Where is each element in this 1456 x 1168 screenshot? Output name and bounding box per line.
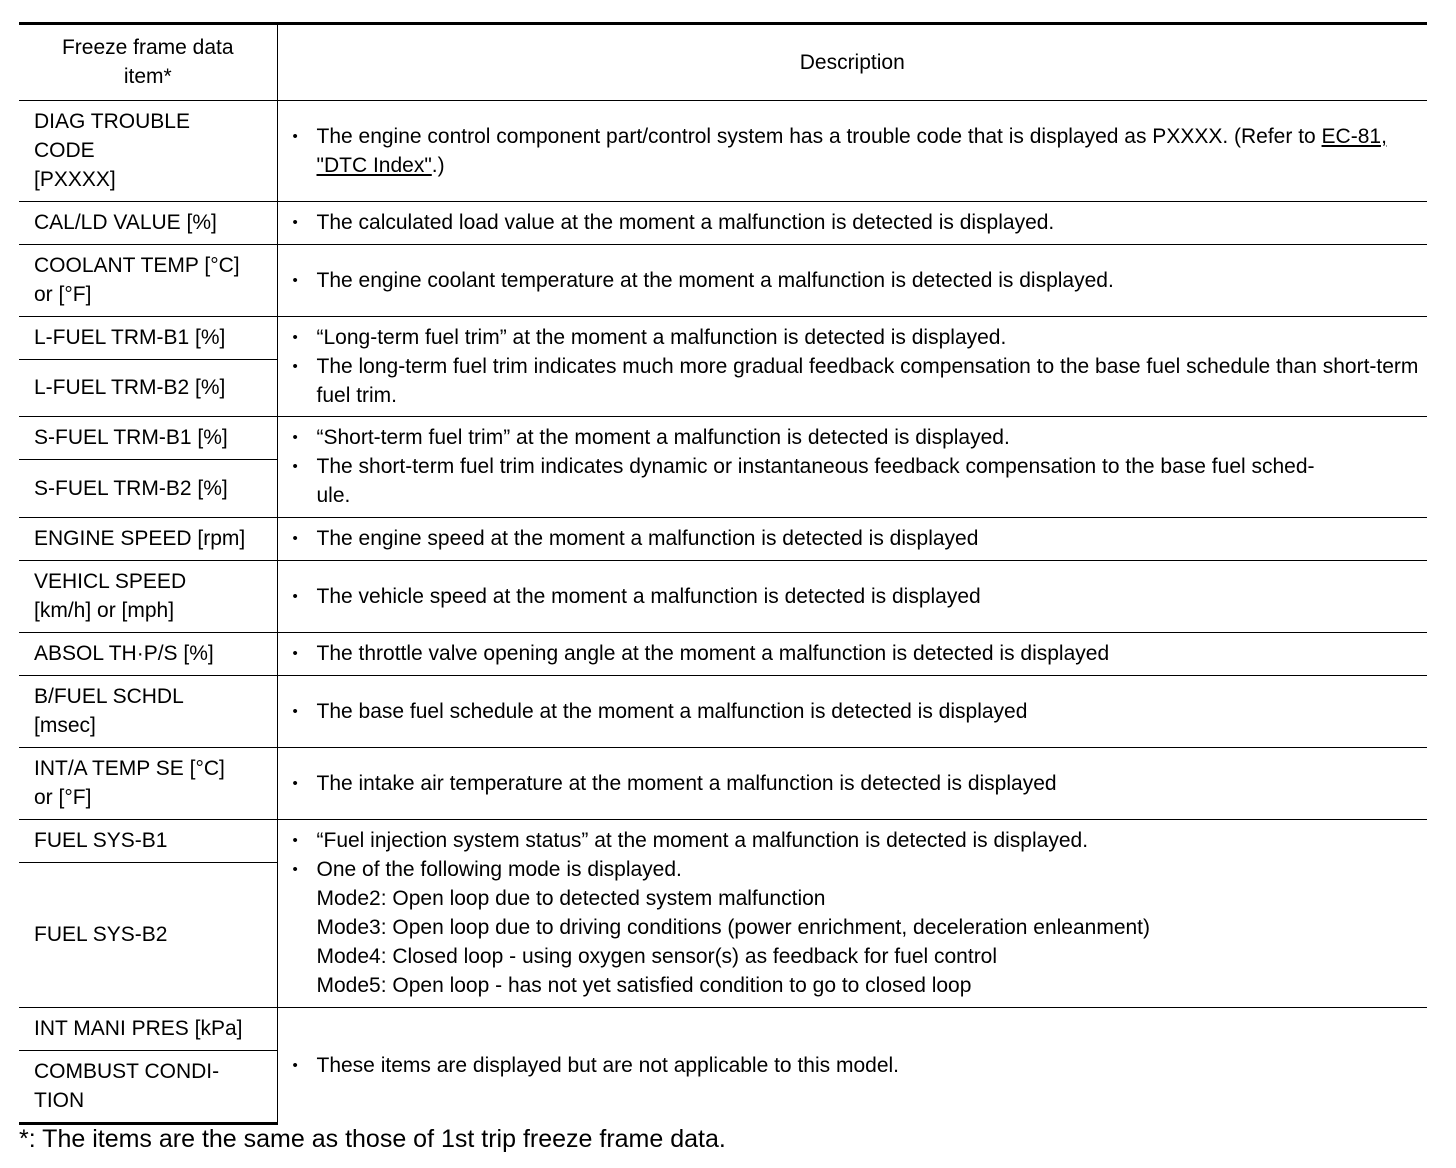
desc-diag-trouble-code: [277, 101, 1427, 202]
list-item: • The intake air temperature at the moment a malfunction is detected is displayed: [292, 769, 1420, 798]
table-row: [19, 748, 1427, 820]
item-b-fuel-schdl: B/FUEL SCHDL [msec]: [19, 676, 277, 748]
table-row: [19, 417, 1427, 460]
item-s-fuel-trm-b1: S-FUEL TRM-B1 [%]: [19, 417, 277, 460]
desc-fuel-sys: [277, 820, 1427, 1008]
item-l-fuel-trm-b1: L-FUEL TRM-B1 [%]: [19, 317, 277, 360]
item-vehicle-speed: VEHICL SPEED [km/h] or [mph]: [19, 561, 277, 633]
desc-l-fuel-trm: [277, 317, 1427, 417]
table-row: [19, 245, 1427, 317]
desc-int-a-temp-se: [277, 748, 1427, 820]
list-item: • “Short-term fuel trim” at the moment a malfunction is detected is displayed.: [292, 423, 1420, 452]
item-combust-condition: COMBUST CONDI- TION: [19, 1051, 277, 1124]
list-item: • “Fuel injection system status” at the moment a malfunction is detected is displayed.: [292, 826, 1420, 855]
desc-vehicle-speed: [277, 561, 1427, 633]
footnote: *: The items are the same as those of 1st trip freeze frame data.: [19, 1125, 726, 1153]
header-item: Freeze frame data item*: [19, 24, 277, 101]
table-row: [19, 1008, 1427, 1051]
header-description: Description: [277, 24, 1427, 101]
desc-s-fuel-trm: [277, 417, 1427, 518]
list-item: • The engine speed at the moment a malfunction is detected is displayed: [292, 524, 1420, 553]
list-item: • The vehicle speed at the moment a malfunction is detected is displayed: [292, 582, 1420, 611]
item-cal-ld-value: CAL/LD VALUE [%]: [19, 202, 277, 245]
list-item: • The calculated load value at the moment a malfunction is detected is displayed.: [292, 208, 1420, 237]
list-item: • The engine coolant temperature at the moment a malfunction is detected is displayed.: [292, 266, 1420, 295]
desc-cal-ld-value: [277, 202, 1427, 245]
list-item: • The throttle valve opening angle at the moment a malfunction is detected is displayed: [292, 639, 1420, 668]
item-int-mani-pres: INT MANI PRES [kPa]: [19, 1008, 277, 1051]
item-diag-trouble-code: DIAG TROUBLE CODE [PXXXX]: [19, 101, 277, 202]
desc-not-applicable: [277, 1008, 1427, 1124]
list-item: • The short-term fuel trim indicates dynamic or instantaneous feedback compensation to the base fuel sched- ule.: [292, 452, 1420, 510]
table-row: [19, 676, 1427, 748]
desc-absol-th-ps: [277, 633, 1427, 676]
table-row: [19, 561, 1427, 633]
item-engine-speed: ENGINE SPEED [rpm]: [19, 518, 277, 561]
list-item: • “Long-term fuel trim” at the moment a malfunction is detected is displayed.: [292, 323, 1420, 352]
table-row: [19, 820, 1427, 863]
list-item: • One of the following mode is displayed. Mode2: Open loop due to detected system malfunction Mode3: Open loop due to driving conditions (power enrichment, deceleration enleanment) Mode4: Closed loop - using oxygen sensor(s) as feedback for fuel control Mode5: Open loop - has not yet satisfied condition to go to closed loop: [292, 855, 1420, 1000]
item-l-fuel-trm-b2: L-FUEL TRM-B2 [%]: [19, 360, 277, 417]
table-row: [19, 518, 1427, 561]
item-fuel-sys-b2: FUEL SYS-B2: [19, 863, 277, 1008]
table-row: [19, 101, 1427, 202]
item-absol-th-ps: ABSOL TH·P/S [%]: [19, 633, 277, 676]
list-item: • The long-term fuel trim indicates much more gradual feedback compensation to the base fuel schedule than short-term fuel trim.: [292, 352, 1420, 410]
item-int-a-temp-se: INT/A TEMP SE [°C] or [°F]: [19, 748, 277, 820]
item-coolant-temp: COOLANT TEMP [°C] or [°F]: [19, 245, 277, 317]
list-item: • These items are displayed but are not applicable to this model.: [292, 1051, 1420, 1080]
table-row: [19, 202, 1427, 245]
desc-b-fuel-schdl: [277, 676, 1427, 748]
table-row: [19, 317, 1427, 360]
desc-engine-speed: [277, 518, 1427, 561]
item-fuel-sys-b1: FUEL SYS-B1: [19, 820, 277, 863]
table-row: [19, 633, 1427, 676]
freeze-frame-data-table: [19, 22, 1427, 1125]
item-s-fuel-trm-b2: S-FUEL TRM-B2 [%]: [19, 460, 277, 518]
dtc-index-link[interactable]: EC-81, "DTC Index": [316, 124, 1387, 177]
list-item: • The engine control component part/control system has a trouble code that is displayed as PXXXX. (Refer to EC-81, "DTC Index".): [292, 122, 1420, 180]
list-item: • The base fuel schedule at the moment a malfunction is detected is displayed: [292, 697, 1420, 726]
desc-coolant-temp: [277, 245, 1427, 317]
